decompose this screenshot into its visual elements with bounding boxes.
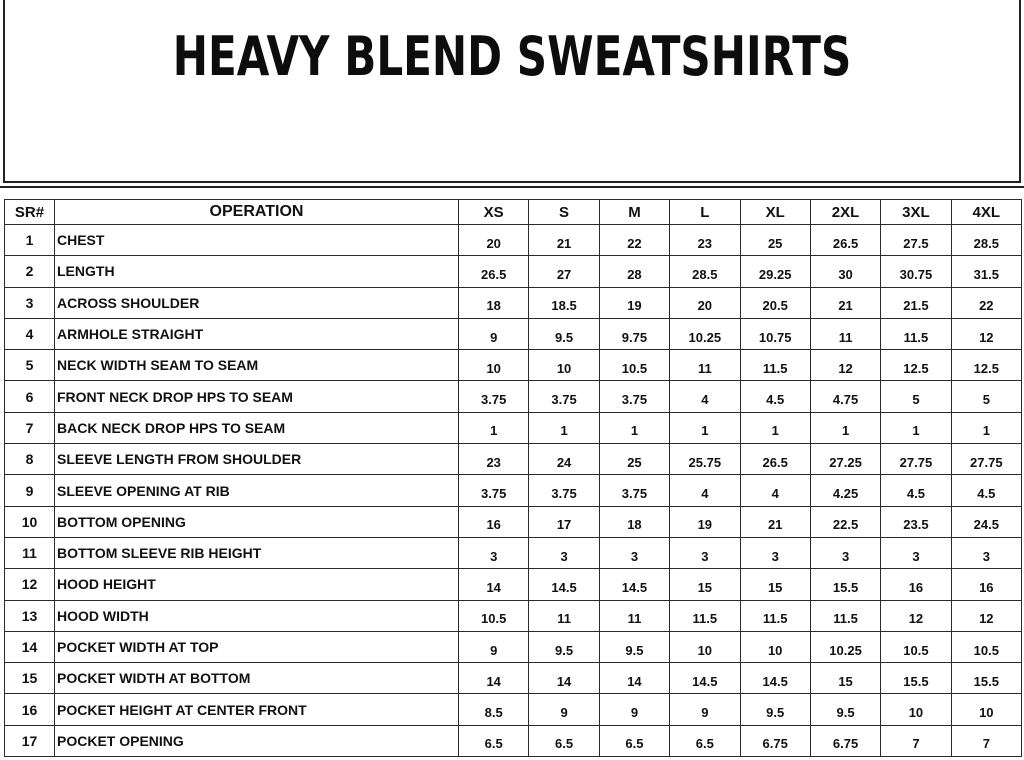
row-sr-number: 1 bbox=[5, 225, 55, 256]
row-sr-number: 9 bbox=[5, 475, 55, 506]
measurement-cell: 15.5 bbox=[810, 569, 880, 600]
table-row bbox=[5, 318, 1022, 349]
measurement-cell: 6.5 bbox=[459, 725, 529, 756]
measurement-cell: 9.5 bbox=[599, 631, 669, 662]
table-header-row bbox=[5, 200, 1022, 225]
measurement-cell: 14 bbox=[459, 663, 529, 694]
page-title: HEAVY BLEND SWEATSHIRTS bbox=[172, 25, 852, 88]
measurement-cell: 12 bbox=[951, 600, 1021, 631]
table-row bbox=[5, 225, 1022, 256]
measurement-cell: 6.75 bbox=[810, 725, 880, 756]
measurement-cell: 11 bbox=[810, 318, 880, 349]
measurement-cell: 11.5 bbox=[740, 600, 810, 631]
measurement-cell: 19 bbox=[599, 287, 669, 318]
measurement-cell: 4.5 bbox=[740, 381, 810, 412]
measurement-cell: 25 bbox=[740, 225, 810, 256]
row-sr-number: 14 bbox=[5, 631, 55, 662]
table-row bbox=[5, 725, 1022, 756]
table-row bbox=[5, 631, 1022, 662]
row-sr-number: 6 bbox=[5, 381, 55, 412]
measurement-cell: 21 bbox=[529, 225, 599, 256]
measurement-cell: 27.75 bbox=[881, 444, 951, 475]
header-size: XL bbox=[740, 200, 810, 225]
table-row bbox=[5, 350, 1022, 381]
measurement-cell: 5 bbox=[881, 381, 951, 412]
measurement-cell: 16 bbox=[951, 569, 1021, 600]
measurement-cell: 12.5 bbox=[881, 350, 951, 381]
measurement-cell: 3.75 bbox=[459, 475, 529, 506]
measurement-cell: 7 bbox=[881, 725, 951, 756]
measurement-cell: 19 bbox=[670, 506, 740, 537]
measurement-cell: 14.5 bbox=[599, 569, 669, 600]
measurement-cell: 28.5 bbox=[670, 256, 740, 287]
measurement-cell: 6.5 bbox=[670, 725, 740, 756]
row-operation: SLEEVE LENGTH FROM SHOULDER bbox=[55, 444, 459, 475]
measurement-cell: 9.5 bbox=[810, 694, 880, 725]
measurement-cell: 11 bbox=[529, 600, 599, 631]
measurement-cell: 10.5 bbox=[459, 600, 529, 631]
measurement-cell: 14 bbox=[529, 663, 599, 694]
row-operation: FRONT NECK DROP HPS TO SEAM bbox=[55, 381, 459, 412]
row-sr-number: 10 bbox=[5, 506, 55, 537]
measurement-cell: 10.5 bbox=[881, 631, 951, 662]
row-sr-number: 16 bbox=[5, 694, 55, 725]
measurement-cell: 30 bbox=[810, 256, 880, 287]
measurement-cell: 14 bbox=[459, 569, 529, 600]
row-operation: POCKET HEIGHT AT CENTER FRONT bbox=[55, 694, 459, 725]
header-size: L bbox=[670, 200, 740, 225]
measurement-cell: 14.5 bbox=[529, 569, 599, 600]
size-chart-container bbox=[0, 186, 1024, 760]
measurement-cell: 21 bbox=[810, 287, 880, 318]
row-operation: SLEEVE OPENING AT RIB bbox=[55, 475, 459, 506]
measurement-cell: 6.5 bbox=[599, 725, 669, 756]
row-operation: POCKET WIDTH AT BOTTOM bbox=[55, 663, 459, 694]
row-operation: BACK NECK DROP HPS TO SEAM bbox=[55, 412, 459, 443]
measurement-cell: 4.5 bbox=[881, 475, 951, 506]
measurement-cell: 11.5 bbox=[670, 600, 740, 631]
header-sr: SR# bbox=[5, 200, 55, 225]
measurement-cell: 4 bbox=[740, 475, 810, 506]
measurement-cell: 6.5 bbox=[529, 725, 599, 756]
measurement-cell: 12.5 bbox=[951, 350, 1021, 381]
measurement-cell: 1 bbox=[951, 412, 1021, 443]
row-sr-number: 12 bbox=[5, 569, 55, 600]
measurement-cell: 4.5 bbox=[951, 475, 1021, 506]
row-operation: ARMHOLE STRAIGHT bbox=[55, 318, 459, 349]
measurement-cell: 11.5 bbox=[881, 318, 951, 349]
measurement-cell: 26.5 bbox=[459, 256, 529, 287]
measurement-cell: 4 bbox=[670, 381, 740, 412]
row-sr-number: 15 bbox=[5, 663, 55, 694]
measurement-cell: 12 bbox=[881, 600, 951, 631]
measurement-cell: 24 bbox=[529, 444, 599, 475]
row-operation: LENGTH bbox=[55, 256, 459, 287]
measurement-cell: 14.5 bbox=[740, 663, 810, 694]
measurement-cell: 26.5 bbox=[740, 444, 810, 475]
measurement-cell: 3 bbox=[529, 537, 599, 568]
measurement-cell: 9 bbox=[670, 694, 740, 725]
row-sr-number: 11 bbox=[5, 537, 55, 568]
row-operation: POCKET WIDTH AT TOP bbox=[55, 631, 459, 662]
measurement-cell: 9.5 bbox=[529, 318, 599, 349]
measurement-cell: 1 bbox=[881, 412, 951, 443]
row-sr-number: 4 bbox=[5, 318, 55, 349]
measurement-cell: 22.5 bbox=[810, 506, 880, 537]
measurement-cell: 16 bbox=[881, 569, 951, 600]
measurement-cell: 27.25 bbox=[810, 444, 880, 475]
measurement-cell: 12 bbox=[951, 318, 1021, 349]
measurement-cell: 11 bbox=[670, 350, 740, 381]
table-row bbox=[5, 381, 1022, 412]
measurement-cell: 21 bbox=[740, 506, 810, 537]
row-operation: HOOD HEIGHT bbox=[55, 569, 459, 600]
table-row bbox=[5, 444, 1022, 475]
row-sr-number: 17 bbox=[5, 725, 55, 756]
measurement-cell: 9.5 bbox=[529, 631, 599, 662]
header-size: 3XL bbox=[881, 200, 951, 225]
measurement-cell: 25 bbox=[599, 444, 669, 475]
measurement-cell: 26.5 bbox=[810, 225, 880, 256]
measurement-cell: 5 bbox=[951, 381, 1021, 412]
measurement-cell: 3 bbox=[599, 537, 669, 568]
measurement-cell: 10 bbox=[670, 631, 740, 662]
row-operation: HOOD WIDTH bbox=[55, 600, 459, 631]
header-size: 2XL bbox=[810, 200, 880, 225]
measurement-cell: 23 bbox=[670, 225, 740, 256]
measurement-cell: 9 bbox=[529, 694, 599, 725]
measurement-cell: 11.5 bbox=[740, 350, 810, 381]
row-operation: POCKET OPENING bbox=[55, 725, 459, 756]
measurement-cell: 10.75 bbox=[740, 318, 810, 349]
measurement-cell: 16 bbox=[459, 506, 529, 537]
measurement-cell: 22 bbox=[951, 287, 1021, 318]
measurement-cell: 15.5 bbox=[881, 663, 951, 694]
measurement-cell: 9 bbox=[459, 318, 529, 349]
measurement-cell: 9.5 bbox=[740, 694, 810, 725]
header-operation: OPERATION bbox=[55, 200, 459, 225]
measurement-cell: 31.5 bbox=[951, 256, 1021, 287]
row-sr-number: 13 bbox=[5, 600, 55, 631]
measurement-cell: 1 bbox=[599, 412, 669, 443]
measurement-cell: 3.75 bbox=[529, 381, 599, 412]
measurement-cell: 24.5 bbox=[951, 506, 1021, 537]
size-chart-table bbox=[4, 199, 1022, 757]
measurement-cell: 3.75 bbox=[529, 475, 599, 506]
measurement-cell: 10 bbox=[529, 350, 599, 381]
measurement-cell: 1 bbox=[459, 412, 529, 443]
measurement-cell: 1 bbox=[529, 412, 599, 443]
measurement-cell: 3 bbox=[740, 537, 810, 568]
measurement-cell: 21.5 bbox=[881, 287, 951, 318]
header-size: XS bbox=[459, 200, 529, 225]
row-operation: BOTTOM SLEEVE RIB HEIGHT bbox=[55, 537, 459, 568]
measurement-cell: 23 bbox=[459, 444, 529, 475]
measurement-cell: 4 bbox=[670, 475, 740, 506]
measurement-cell: 10 bbox=[881, 694, 951, 725]
measurement-cell: 22 bbox=[599, 225, 669, 256]
measurement-cell: 10.5 bbox=[951, 631, 1021, 662]
measurement-cell: 10.5 bbox=[599, 350, 669, 381]
measurement-cell: 10.25 bbox=[810, 631, 880, 662]
measurement-cell: 1 bbox=[740, 412, 810, 443]
measurement-cell: 3.75 bbox=[599, 381, 669, 412]
measurement-cell: 3 bbox=[670, 537, 740, 568]
table-body bbox=[5, 225, 1022, 757]
table-row bbox=[5, 475, 1022, 506]
measurement-cell: 3 bbox=[881, 537, 951, 568]
measurement-cell: 4.75 bbox=[810, 381, 880, 412]
table-row bbox=[5, 256, 1022, 287]
row-sr-number: 8 bbox=[5, 444, 55, 475]
measurement-cell: 11 bbox=[599, 600, 669, 631]
row-operation: NECK WIDTH SEAM TO SEAM bbox=[55, 350, 459, 381]
row-operation: BOTTOM OPENING bbox=[55, 506, 459, 537]
measurement-cell: 9.75 bbox=[599, 318, 669, 349]
measurement-cell: 15.5 bbox=[951, 663, 1021, 694]
measurement-cell: 6.75 bbox=[740, 725, 810, 756]
measurement-cell: 1 bbox=[670, 412, 740, 443]
header-size: 4XL bbox=[951, 200, 1021, 225]
measurement-cell: 17 bbox=[529, 506, 599, 537]
measurement-cell: 28.5 bbox=[951, 225, 1021, 256]
measurement-cell: 3.75 bbox=[459, 381, 529, 412]
measurement-cell: 23.5 bbox=[881, 506, 951, 537]
measurement-cell: 15 bbox=[740, 569, 810, 600]
measurement-cell: 10.25 bbox=[670, 318, 740, 349]
table-row bbox=[5, 412, 1022, 443]
row-sr-number: 3 bbox=[5, 287, 55, 318]
table-row bbox=[5, 569, 1022, 600]
header-size: M bbox=[599, 200, 669, 225]
measurement-cell: 20 bbox=[459, 225, 529, 256]
measurement-cell: 27 bbox=[529, 256, 599, 287]
measurement-cell: 25.75 bbox=[670, 444, 740, 475]
measurement-cell: 9 bbox=[459, 631, 529, 662]
measurement-cell: 20.5 bbox=[740, 287, 810, 318]
measurement-cell: 20 bbox=[670, 287, 740, 318]
measurement-cell: 28 bbox=[599, 256, 669, 287]
measurement-cell: 27.5 bbox=[881, 225, 951, 256]
row-sr-number: 2 bbox=[5, 256, 55, 287]
measurement-cell: 12 bbox=[810, 350, 880, 381]
table-row bbox=[5, 506, 1022, 537]
row-operation: CHEST bbox=[55, 225, 459, 256]
measurement-cell: 11.5 bbox=[810, 600, 880, 631]
measurement-cell: 14 bbox=[599, 663, 669, 694]
header-size: S bbox=[529, 200, 599, 225]
measurement-cell: 8.5 bbox=[459, 694, 529, 725]
row-sr-number: 7 bbox=[5, 412, 55, 443]
measurement-cell: 18 bbox=[459, 287, 529, 318]
row-operation: ACROSS SHOULDER bbox=[55, 287, 459, 318]
measurement-cell: 4.25 bbox=[810, 475, 880, 506]
row-sr-number: 5 bbox=[5, 350, 55, 381]
measurement-cell: 27.75 bbox=[951, 444, 1021, 475]
measurement-cell: 3.75 bbox=[599, 475, 669, 506]
measurement-cell: 15 bbox=[810, 663, 880, 694]
measurement-cell: 18 bbox=[599, 506, 669, 537]
measurement-cell: 10 bbox=[951, 694, 1021, 725]
title-box bbox=[3, 0, 1021, 183]
measurement-cell: 7 bbox=[951, 725, 1021, 756]
measurement-cell: 15 bbox=[670, 569, 740, 600]
measurement-cell: 1 bbox=[810, 412, 880, 443]
measurement-cell: 10 bbox=[459, 350, 529, 381]
measurement-cell: 30.75 bbox=[881, 256, 951, 287]
table-row bbox=[5, 537, 1022, 568]
table-row bbox=[5, 600, 1022, 631]
measurement-cell: 9 bbox=[599, 694, 669, 725]
measurement-cell: 18.5 bbox=[529, 287, 599, 318]
table-row bbox=[5, 287, 1022, 318]
table-row bbox=[5, 694, 1022, 725]
measurement-cell: 14.5 bbox=[670, 663, 740, 694]
measurement-cell: 3 bbox=[810, 537, 880, 568]
measurement-cell: 29.25 bbox=[740, 256, 810, 287]
measurement-cell: 10 bbox=[740, 631, 810, 662]
measurement-cell: 3 bbox=[459, 537, 529, 568]
table-row bbox=[5, 663, 1022, 694]
measurement-cell: 3 bbox=[951, 537, 1021, 568]
